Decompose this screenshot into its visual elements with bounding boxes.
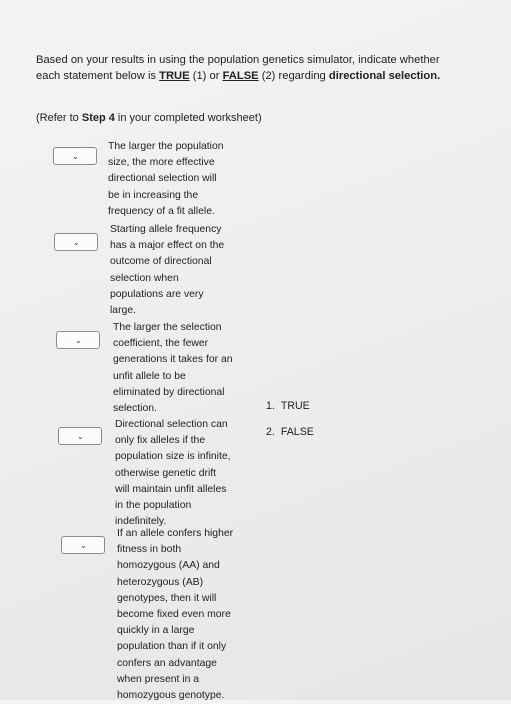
answer-select-5[interactable] bbox=[61, 536, 105, 554]
statement-line: homozygous (AA) and bbox=[117, 560, 220, 572]
topic-label: directional selection. bbox=[328, 70, 441, 82]
statement-4 bbox=[115, 417, 231, 530]
chevron-down-icon: ⌄ bbox=[80, 541, 87, 550]
refer-open: (Refer to bbox=[36, 112, 82, 124]
refer-step: Step 4 bbox=[81, 112, 115, 124]
statement-line: become fixed even more bbox=[117, 609, 231, 621]
options-list bbox=[266, 400, 314, 452]
statement-1 bbox=[108, 139, 224, 220]
answer-select-3[interactable] bbox=[56, 331, 100, 349]
statement-line: frequency of a fit allele. bbox=[108, 205, 215, 217]
statement-line: indefinitely. bbox=[115, 516, 167, 528]
statement-line: be in increasing the bbox=[108, 189, 199, 201]
statement-line: confers an advantage bbox=[117, 657, 217, 669]
statement-line: genotypes, then it will bbox=[117, 592, 217, 604]
statement-line: otherwise genetic drift bbox=[115, 467, 217, 479]
statement-line: large. bbox=[110, 305, 136, 317]
chevron-down-icon: ⌄ bbox=[72, 152, 79, 161]
statement-line: Starting allele frequency bbox=[110, 224, 222, 235]
statement-line: population than if it only bbox=[117, 641, 227, 653]
option-label: TRUE bbox=[280, 400, 310, 412]
statement-line: population size is infinite, bbox=[115, 451, 231, 463]
statement-line: The larger the population bbox=[108, 141, 224, 152]
statement-line: unfit allele to be bbox=[113, 370, 186, 382]
statement-line: If an allele confers higher bbox=[117, 528, 234, 539]
answer-select-4[interactable] bbox=[58, 427, 102, 445]
chevron-down-icon: ⌄ bbox=[77, 432, 84, 441]
instructions bbox=[36, 52, 456, 84]
true-code: (1) or bbox=[189, 70, 223, 82]
statement-line: directional selection will bbox=[108, 173, 217, 185]
statement-line: The larger the selection bbox=[113, 322, 222, 333]
statement-line: selection. bbox=[113, 403, 157, 415]
statement-line: quickly in a large bbox=[117, 625, 195, 637]
option-true bbox=[266, 400, 314, 412]
chevron-down-icon: ⌄ bbox=[75, 336, 82, 345]
statement-line: selection when bbox=[110, 272, 179, 284]
answer-select-1[interactable] bbox=[53, 147, 97, 165]
statement-line: generations it takes for an bbox=[113, 354, 233, 366]
statement-line: has a major effect on the bbox=[110, 240, 225, 252]
statement-line: Directional selection can bbox=[115, 419, 228, 430]
chevron-down-icon: ⌄ bbox=[73, 238, 80, 247]
instructions-text: Based on your results in using the population genetics simulator, indicate whether each statement below is bbox=[36, 54, 440, 82]
statement-line: fitness in both bbox=[117, 544, 182, 556]
statement-3 bbox=[113, 320, 233, 417]
statement-line: coefficient, the fewer bbox=[113, 338, 209, 350]
statement-5 bbox=[117, 526, 233, 704]
refer-close: in your completed worksheet) bbox=[114, 112, 262, 124]
answer-select-2[interactable] bbox=[54, 233, 98, 251]
statement-line: size, the more effective bbox=[108, 157, 215, 169]
false-code: (2) regarding bbox=[258, 70, 329, 82]
statement-line: will maintain unfit alleles bbox=[115, 483, 227, 495]
option-label: FALSE bbox=[280, 426, 314, 438]
refer-note bbox=[36, 112, 262, 124]
statement-line: homozygous genotype. bbox=[117, 690, 225, 702]
statement-line: heterozygous (AB) bbox=[117, 576, 204, 588]
true-label: TRUE bbox=[159, 70, 190, 82]
option-number: 1. bbox=[266, 400, 275, 412]
statement-line: populations are very bbox=[110, 288, 204, 300]
statement-line: when present in a bbox=[117, 673, 200, 685]
false-label: FALSE bbox=[222, 70, 259, 82]
statement-line: in the population bbox=[115, 500, 192, 512]
statement-line: only fix alleles if the bbox=[115, 435, 206, 447]
statement-line: outcome of directional bbox=[110, 256, 212, 268]
option-false bbox=[266, 426, 314, 438]
option-number: 2. bbox=[266, 426, 275, 438]
statement-2 bbox=[110, 222, 224, 319]
statement-line: eliminated by directional bbox=[113, 386, 225, 398]
